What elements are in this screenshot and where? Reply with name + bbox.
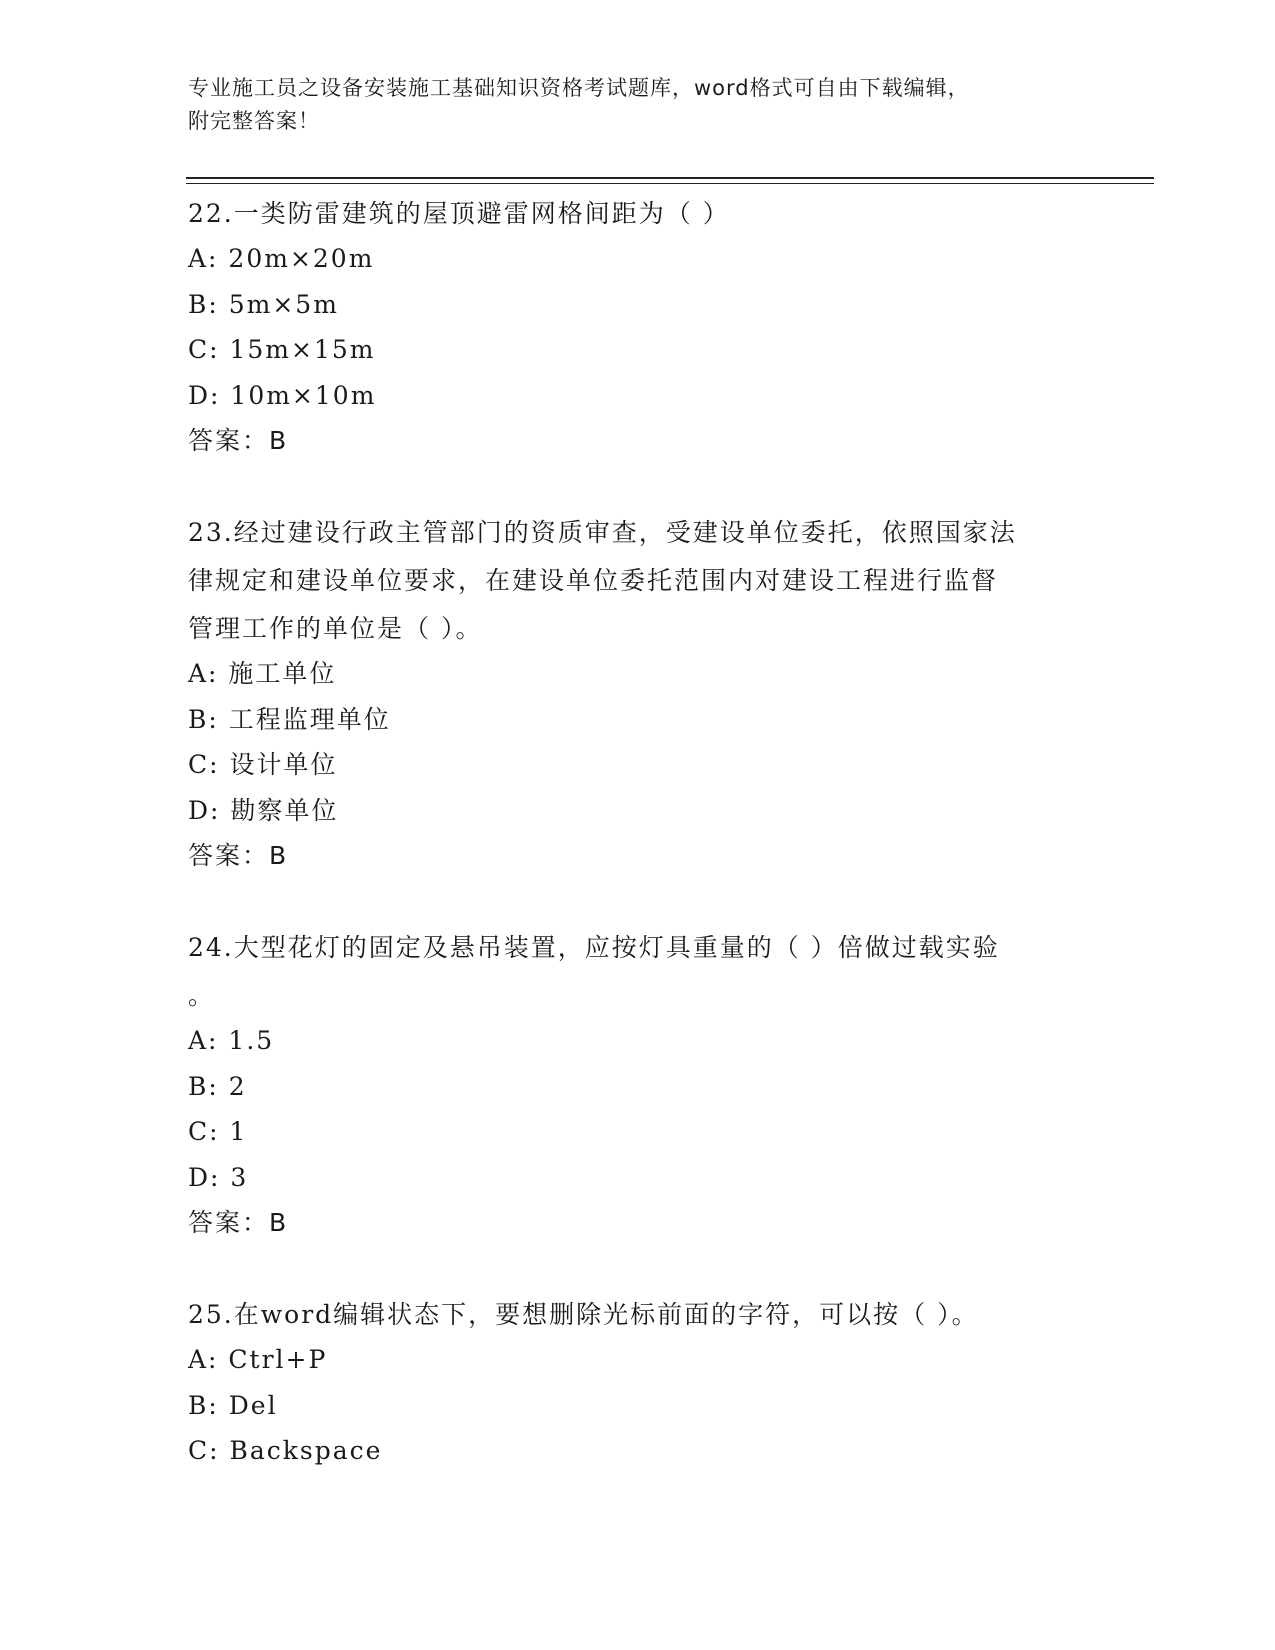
answer-line: 答案：B <box>188 1208 289 1237</box>
option-c: C: 15m×15m <box>188 335 376 364</box>
option-b: B: 5m×5m <box>188 289 339 319</box>
option-d: D: 3 <box>188 1162 249 1192</box>
question-spacer <box>188 464 1088 507</box>
question-stem-line-1: 23.经过建设行政主管部门的资质审查，受建设单位委托，依照国家法 <box>188 518 1017 547</box>
question-list <box>188 188 1088 1474</box>
option-b: B: 工程监理单位 <box>188 704 391 734</box>
option-b: B: Del <box>188 1390 278 1420</box>
option-a: A: 20m×20m <box>188 244 375 273</box>
question-22 <box>188 188 1088 464</box>
question-25 <box>188 1289 1088 1474</box>
question-spacer <box>188 879 1088 922</box>
question-24 <box>188 922 1088 1246</box>
header-divider-thick <box>186 177 1154 179</box>
option-a: A: 1.5 <box>188 1026 275 1055</box>
option-c: C: 1 <box>188 1117 248 1146</box>
question-23 <box>188 507 1088 879</box>
question-stem-line-3: 管理工作的单位是（ ）。 <box>188 614 483 643</box>
question-stem-line-2: 律规定和建设单位要求，在建设单位委托范围内对建设工程进行监督 <box>188 566 999 595</box>
document-header <box>188 72 1068 138</box>
option-c: C: Backspace <box>188 1436 383 1465</box>
question-stem: 25.在word编辑状态下，要想删除光标前面的字符，可以按（ ）。 <box>188 1300 979 1329</box>
answer-line: 答案：B <box>188 426 289 455</box>
header-line-2: 附完整答案！ <box>188 109 320 133</box>
question-stem: 22.一类防雷建筑的屋顶避雷网格间距为（ ） <box>188 199 730 228</box>
option-d: D: 勘察单位 <box>188 795 339 825</box>
option-b: B: 2 <box>188 1071 247 1101</box>
option-a: A: Ctrl+P <box>188 1345 328 1374</box>
answer-line: 答案：B <box>188 841 289 870</box>
question-stem-line-1: 24.大型花灯的固定及悬吊装置，应按灯具重量的（ ）倍做过载实验 <box>188 933 1000 962</box>
question-stem-line-2: 。 <box>188 981 216 1010</box>
option-c: C: 设计单位 <box>188 750 338 779</box>
option-a: A: 施工单位 <box>188 659 337 688</box>
option-d: D: 10m×10m <box>188 380 377 410</box>
header-divider-thin <box>186 183 1154 184</box>
header-line-1: 专业施工员之设备安装施工基础知识资格考试题库，word格式可自由下载编辑， <box>188 76 970 100</box>
question-spacer <box>188 1246 1088 1289</box>
